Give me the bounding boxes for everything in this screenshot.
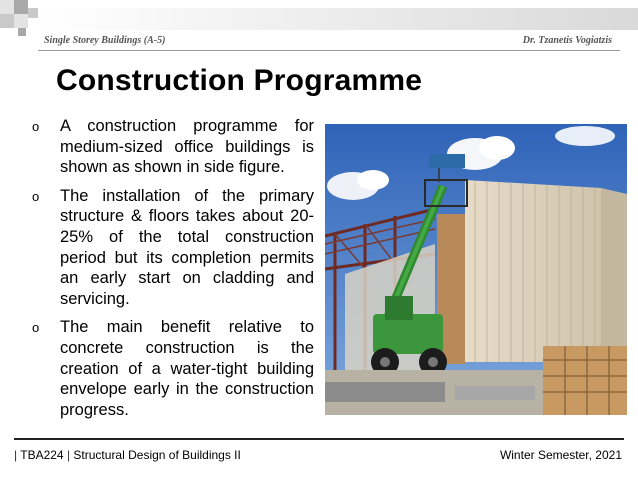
slide-title: Construction Programme — [56, 64, 423, 97]
bullet-text: A construction programme for medium-sized office buildings is shown as shown in side figure. — [60, 117, 314, 177]
bullet-marker: o — [32, 119, 40, 134]
footer-course-info — [14, 448, 241, 462]
bullet-text: The installation of the primary structure & floors takes about 20-25% of the total construction period but its completion permits an early start on cladding and servicing. — [60, 186, 314, 308]
header-gradient-bar — [38, 8, 638, 30]
bullet-item — [30, 116, 314, 178]
construction-site-photo — [325, 124, 627, 415]
footer-separator: | — [66, 448, 71, 462]
bullet-item — [30, 186, 314, 310]
bullet-list — [30, 116, 314, 428]
bullet-item — [30, 317, 314, 420]
bullet-text: The main benefit relative to concrete construction is the creation of a water-tight building envelope early in the construction progress. — [60, 318, 314, 419]
bullet-marker: o — [32, 188, 40, 204]
course-name: Structural Design of Buildings II — [73, 448, 241, 462]
author-label: Dr. Tzanetis Vogiatzis — [522, 35, 612, 46]
header-divider — [38, 50, 620, 51]
course-section-label: Single Storey Buildings (A-5) — [44, 35, 166, 46]
footer-divider — [14, 438, 624, 440]
bullet-marker: o — [32, 320, 40, 336]
semester-label: Winter Semester, 2021 — [499, 448, 622, 462]
footer-separator: | — [14, 448, 18, 462]
course-code: TBA224 — [20, 448, 64, 462]
